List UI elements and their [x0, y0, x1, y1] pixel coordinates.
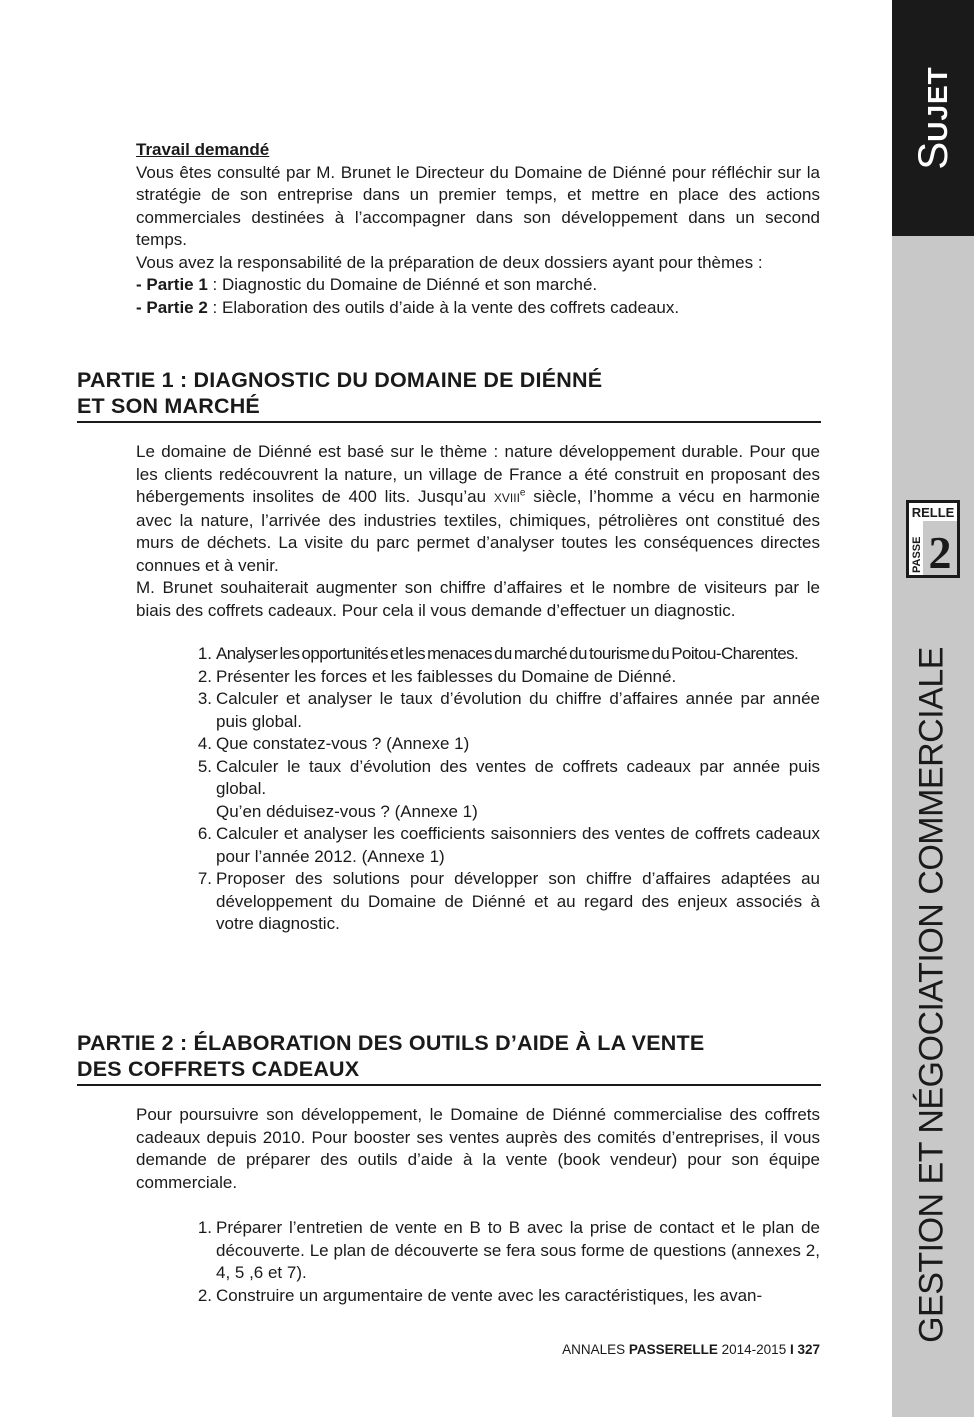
badge-side-text: PASSE: [911, 536, 923, 573]
badge-number: 2: [928, 527, 952, 578]
list-item: 3. Calculer et analyser le taux d’évolution du chiffre d’affaires année par année puis global.: [197, 689, 820, 731]
page-footer: ANNALES PASSERELLE 2014-2015 I 327: [562, 1342, 820, 1357]
badge-top-text: RELLE: [911, 505, 955, 520]
intro-title: Travail demandé: [136, 140, 270, 159]
part1-paragraph-1: Le domaine de Diénné est basé sur le thème : nature développement durable. Pour que les clients redécouvrent la nature, un village de France a été construit en proposant des hébergements insolites de 400 lits. Jusqu’au XVIIIe siècle, l’homme a vécu en harmonie avec la nature, l’arrivée des industries textiles, chimiques, pétrolières ont constitué des murs de déchets. La visite du parc permet d’analyser toutes les conséquences directes connues et à venir.: [136, 442, 820, 575]
part2-paragraph-1: Pour poursuivre son développement, le Domaine de Diénné commercialise des coffrets cadeaux depuis 2010. Pour booster ses ventes auprès des comités d’entreprises, il vous demande de préparer des outils d’aide à la vente (book vendeur) pour son équipe commerciale.: [136, 1105, 820, 1192]
intro-block: [136, 139, 820, 319]
part1-body: [136, 441, 820, 622]
list-item: 2. Présenter les forces et les faiblesses du Domaine de Diénné.: [197, 666, 677, 686]
page-number: 327: [793, 1342, 820, 1357]
sujet-label: SUJET: [909, 66, 956, 170]
list-item: 1. Analyser les opportunités et les menaces du marché du tourisme du Poitou-Charentes.: [197, 644, 799, 663]
list-item: 1. Préparer l’entretien de vente en B to B avec la prise de contact et le plan de découverte. Le plan de découverte se fera sous forme de questions (annexes 2, 4, 5 ,6 et 7).: [197, 1218, 820, 1282]
intro-paragraph-2: Vous avez la responsabilité de la préparation de deux dossiers ayant pour thèmes :: [136, 252, 763, 272]
passerelle-2-badge: [906, 500, 960, 578]
part2-heading: PARTIE 2 : ÉLABORATION DES OUTILS D’AIDE À LA VENTE DES COFFRETS CADEAUX: [77, 1030, 821, 1086]
intro-item-1: - Partie 1 : Diagnostic du Domaine de Diénné et son marché.: [136, 275, 598, 294]
part1-question-list: [190, 643, 820, 936]
vertical-subject-title: GESTION ET NÉGOCIATION COMMERCIALE: [912, 647, 951, 1343]
part2-body: [136, 1104, 820, 1194]
part1-heading: PARTIE 1 : DIAGNOSTIC DU DOMAINE DE DIÉNNÉ ET SON MARCHÉ: [77, 367, 821, 423]
list-item: 5. Calculer le taux d’évolution des ventes de coffrets cadeaux par année puis global. Qu’en déduisez-vous ? (Annexe 1): [197, 756, 820, 821]
footer-separator: I: [789, 1342, 794, 1357]
sidebar-top-block: [892, 0, 974, 236]
list-item: 2. Construire un argumentaire de vente avec les caractéristiques, les avan-: [197, 1285, 763, 1305]
intro-paragraph-1: Vous êtes consulté par M. Brunet le Directeur du Domaine de Diénné pour réfléchir sur la stratégie de son entreprise dans un premier temps, et mettre en place des actions commerciales destinées à l’accompagner dans son développement dans un second temps.: [136, 162, 820, 249]
intro-item-2: - Partie 2 : Elaboration des outils d’aide à la vente des coffrets cadeaux.: [136, 297, 680, 317]
list-item: 4. Que constatez-vous ? (Annexe 1): [197, 734, 470, 753]
list-item: 6. Calculer et analyser les coefficients saisonniers des ventes de coffrets cadeaux pour l’année 2012. (Annexe 1): [197, 824, 820, 866]
part1-paragraph-2: M. Brunet souhaiterait augmenter son chiffre d’affaires et le nombre de visiteurs par le biais des coffrets cadeaux. Pour cela il vous demande d’effectuer un diagnostic.: [136, 578, 820, 620]
part2-question-list: [190, 1217, 820, 1307]
list-item: 7. Proposer des solutions pour développer son chiffre d’affaires adaptées au développement du Domaine de Diénné et au regard des enjeux associés à votre diagnostic.: [197, 869, 820, 933]
